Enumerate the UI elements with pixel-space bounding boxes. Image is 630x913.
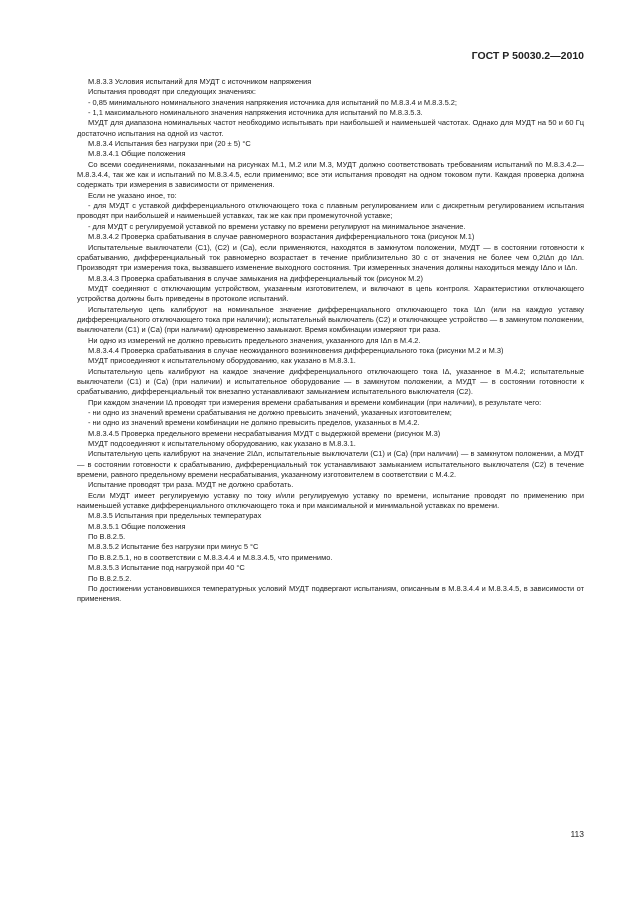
paragraph: МУДТ для диапазона номинальных частот необходимо испытывать при наибольшей и наименьшей частотах. Однако для МУДТ на 50 и 60 Гц достаточно испытания на одной из частот. — [77, 118, 584, 138]
paragraph: По В.8.2.5.2. — [88, 573, 132, 583]
paragraph: По достижении установившихся температурных условий МУДТ подвергают испытаниям, описанным в М.8.3.4.4 и М.8.3.4.5, в зависимости от применения. — [77, 583, 584, 604]
paragraph: Если не указано иное, то: — [88, 190, 177, 200]
paragraph: - ни одно из значений времени срабатывания не должно превысить значений, указанных изготовителем; — [88, 408, 452, 417]
page-number: 113 — [570, 829, 584, 839]
paragraph: М.8.3.4.2 Проверка срабатывания в случае равномерного возрастания дифференциального тока (рисунок М.1) — [88, 232, 475, 242]
paragraph: М.8.3.5.2 Испытание без нагрузки при минус 5 °С — [88, 542, 259, 552]
paragraph: М.8.3.5.3 Испытание под нагрузкой при 40 °С — [88, 563, 245, 573]
paragraph: - ни одно из значений времени комбинации не должно превысить пределов, указанных в М.4.2. — [88, 418, 420, 428]
paragraph: МУДТ подсоединяют к испытательному оборудованию, как указано в М.8.3.1. — [88, 439, 356, 449]
paragraph: По В.8.2.5.1, но в соответствии с М.8.3.4.4 и М.8.3.4.5, что применимо. — [88, 552, 333, 562]
paragraph: М.8.3.5 Испытания при предельных температурах — [88, 511, 262, 521]
paragraph: М.8.3.4.3 Проверка срабатывания в случае замыкания на дифференциальный ток (рисунок М.2) — [88, 273, 423, 283]
document-id-header: ГОСТ Р 50030.2—2010 — [471, 50, 584, 62]
document-body — [77, 77, 584, 605]
paragraph: Если МУДТ имеет регулируемую уставку по току и/или регулируемую уставку по времени, испытание проводят по применению при наименьшей уставке дифференциального отключающего тока и при максимальной и минимальной уставках по времени. — [77, 490, 584, 511]
paragraph: Испытательные выключатели (С1), (С2) и (Са), если применяются, находятся в замкнутом положении, МУДТ — в состоянии готовности к срабатыванию, дифференциальный ток равномерно возрастает в течение приблизительно 30 с от значения не более чем 0,2IΔn до IΔn. Производят три измерения тока, вызвавшего изменение выходного состояния. Три измеренных значения должны находиться между IΔno и IΔn. — [77, 242, 584, 273]
paragraph: М.8.3.5.1 Общие положения — [88, 521, 186, 531]
paragraph: - 1,1 максимального номинального значения напряжения источника для испытаний по М.8.3.5.3. — [88, 108, 423, 118]
paragraph: При каждом значении IΔ проводят три измерения времени срабатывания и времени комбинации (при наличии), в результате чего: — [88, 397, 542, 407]
paragraph: - для МУДТ с регулируемой уставкой по времени уставку по времени регулируют на минимальное значение. — [88, 221, 466, 231]
paragraph: Ни одно из измерений не должно превысить предельного значения, указанного для IΔn в М.4.2. — [88, 335, 421, 345]
paragraph: М.8.3.3 Условия испытаний для МУДТ с источником напряжения — [88, 77, 312, 86]
paragraph: М.8.3.4.4 Проверка срабатывания в случае неожиданного возникновения дифференциального тока (рисунки М.2 и М.3) — [88, 345, 504, 355]
paragraph: Испытания проводят при следующих значениях: — [88, 87, 256, 97]
paragraph: Испытательную цепь калибруют на номинальное значение дифференциального отключающего тока IΔn (или на каждую уставку дифференциального отключающего тока при наличии); испытательный выключатель (С2) и отключающее устройство — в замкнутом положении, выключатели (С1) и (Са) (при наличии) одновременно замыкают. Время комбинации измеряют три раза. — [77, 304, 584, 335]
paragraph: - 0,85 минимального номинального значения напряжения источника для испытаний по М.8.3.4 и М.8.3.5.2; — [88, 97, 457, 107]
paragraph: МУДТ присоединяют к испытательному оборудованию, как указано в М.8.3.1. — [88, 356, 356, 366]
paragraph: Испытательную цепь калибруют на каждое значение дифференциального отключающего тока IΔ, указанное в М.4.2; испытательные выключатели (С1) и (Са) (при наличии) и испытательное оборудование — в замкнутом положении, а МУДТ — в состоянии готовности к срабатыванию, дифференциальный ток внезапно устанавливают замыканием испытательного выключателя (С2). — [77, 366, 584, 397]
paragraph: Испытание проводят три раза. МУДТ не должно сработать. — [88, 480, 294, 490]
paragraph: МУДТ соединяют с отключающим устройством, указанным изготовителем, и включают в цепь контроля. Характеристики отключающего устройства должны быть приведены в протоколе испытаний. — [77, 283, 584, 304]
paragraph: М.8.3.4.1 Общие положения — [88, 149, 186, 159]
paragraph: Со всеми соединениями, показанными на рисунках М.1, М.2 или М.3, МУДТ должно соответствовать требованиям испытаний по М.8.3.4.2— М.8.3.4.4, так же как и испытаний по М.8.3.4.5, если применимо; все эти испытания проводят на одном токовом пути. Каждая проверка должна содержать три измерения в зависимости от применения. — [77, 159, 584, 190]
paragraph: По В.8.2.5. — [88, 532, 126, 542]
paragraph: Испытательную цепь калибруют на значение 2IΔn, испытательные выключатели (С1) и (Са) (при наличии) — в замкнутом положении, а МУДТ — в состоянии готовности к срабатыванию, дифференциальный ток устанавливают замыканием испытательного выключателя (С2) в течение времени, равного предельному времени несрабатывания, указанному изготовителем в соответствии с М.4.2. — [77, 449, 584, 480]
paragraph: М.8.3.4 Испытания без нагрузки при (20 ± 5) °С — [88, 139, 251, 149]
paragraph: М.8.3.4.5 Проверка предельного времени несрабатывания МУДТ с выдержкой времени (рисунок М.3) — [88, 428, 441, 438]
paragraph: - для МУДТ с уставкой дифференциального отключающего тока с плавным регулированием или с дискретным регулированием испытания проводят при наибольшей и наименьшей уставках, так же как при промежуточной уставке; — [77, 201, 584, 221]
